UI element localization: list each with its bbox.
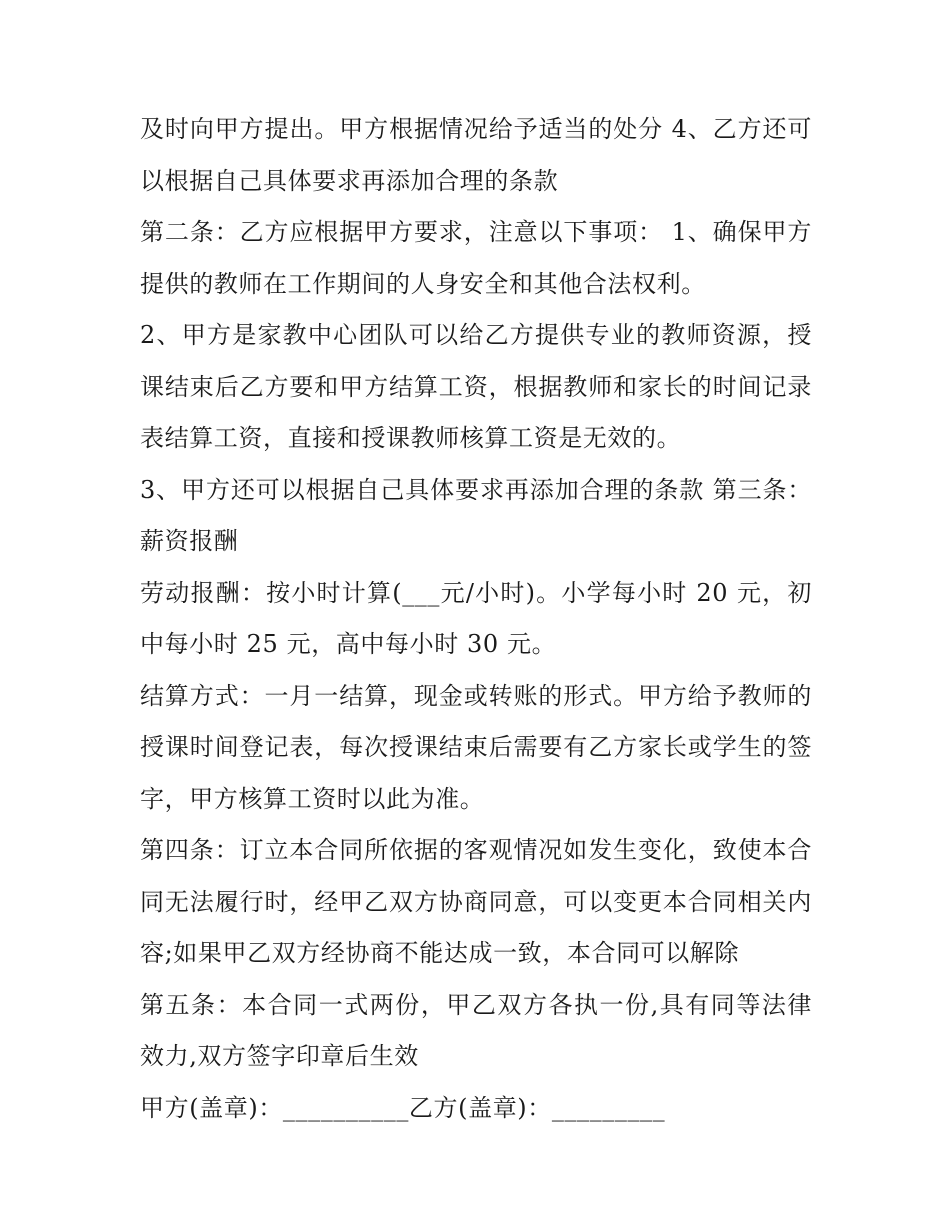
- paragraph-penalty-clause: 及时向甲方提出。甲方根据情况给予适当的处分 4、乙方还可以根据自己具体要求再添加合理的条款: [140, 115, 812, 195]
- paragraph-settlement-method: 结算方式：一月一结算，现金或转账的形式。甲方给予教师的授课时间登记表，每次授课结束后需要有乙方家长或学生的签字，甲方核算工资时以此为准。: [140, 681, 812, 813]
- paragraph-article-4: 第四条：订立本合同所依据的客观情况如发生变化，致使本合同无法履行时，经甲乙双方协商同意，可以变更本合同相关内容;如果甲乙双方经协商不能达成一致，本合同可以解除: [140, 836, 812, 967]
- paragraph-article-2: 第二条：乙方应根据甲方要求，注意以下事项： 1、确保甲方提供的教师在工作期间的人身安全和其他合法权利。: [140, 218, 812, 298]
- contract-body: [140, 104, 812, 1134]
- signature-line: 甲方(盖章)：__________乙方(盖章)：_________: [140, 1093, 666, 1122]
- paragraph-teacher-resources: 2、甲方是家教中心团队可以给乙方提供专业的教师资源，授课结束后乙方要和甲方结算工资，根据教师和家长的时间记录表结算工资，直接和授课教师核算工资是无效的。: [140, 321, 812, 452]
- paragraph-labor-pay: 劳动报酬：按小时计算(___元/小时)。小学每小时 20 元，初中每小时 25 元，高中每小时 30 元。: [140, 578, 812, 658]
- paragraph-article-5: 第五条：本合同一式两份，甲乙双方各执一份,具有同等法律效力,双方签字印章后生效: [140, 990, 812, 1070]
- paragraph-article-3-heading: 3、甲方还可以根据自己具体要求再添加合理的条款 第三条：薪资报酬: [140, 475, 812, 555]
